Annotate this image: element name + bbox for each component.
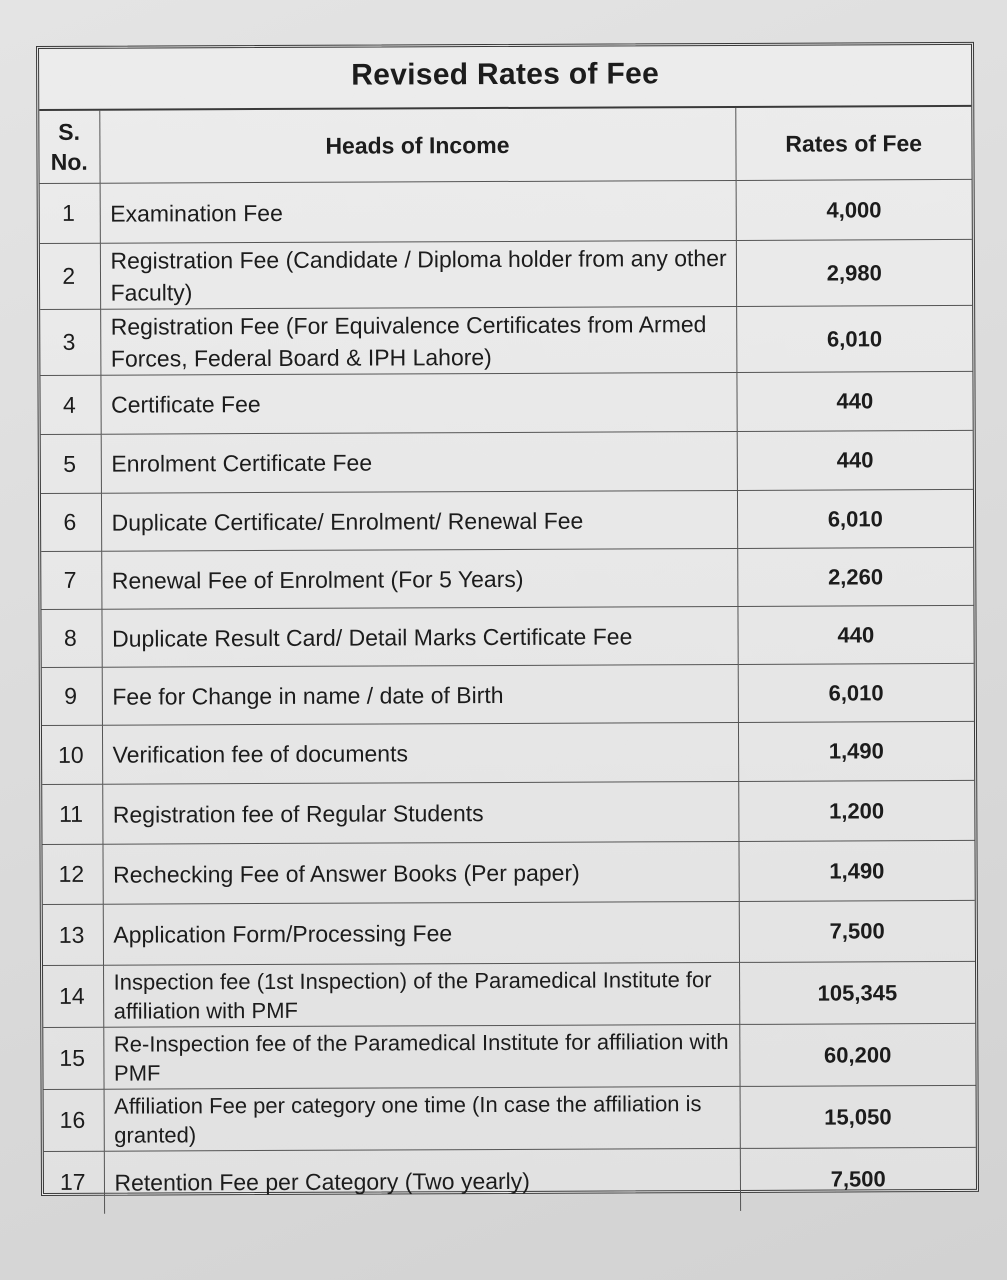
table-row <box>42 780 974 844</box>
sno-header-line1: S. <box>58 118 81 145</box>
table-row <box>44 1085 976 1151</box>
head-cell: Registration fee of Regular Students <box>102 781 738 844</box>
rate-cell: 7,500 <box>740 1147 976 1210</box>
sno-cell: 7 <box>41 551 101 609</box>
table-row <box>41 430 973 493</box>
sno-cell: 12 <box>42 844 102 904</box>
rate-cell: 1,200 <box>738 780 974 841</box>
sno-cell: 3 <box>40 309 100 375</box>
head-cell: Examination Fee <box>100 180 736 243</box>
table-row <box>43 900 975 965</box>
sno-cell: 5 <box>41 434 101 493</box>
table-row <box>44 1147 976 1213</box>
rate-cell: 440 <box>737 430 973 490</box>
table-row <box>42 840 974 904</box>
head-cell: Fee for Change in name / date of Birth <box>102 664 738 725</box>
head-cell: Rechecking Fee of Answer Books (Per paper) <box>102 841 738 904</box>
sno-cell: 15 <box>43 1027 103 1089</box>
head-cell: Certificate Fee <box>100 372 736 434</box>
head-cell: Enrolment Certificate Fee <box>101 431 737 493</box>
page-title: Revised Rates of Fee <box>351 57 660 92</box>
table-row <box>40 371 972 434</box>
head-cell: Retention Fee per Category (Two yearly) <box>104 1148 740 1213</box>
sno-cell: 14 <box>43 965 103 1027</box>
head-cell: Renewal Fee of Enrolment (For 5 Years) <box>101 548 737 609</box>
rate-cell: 60,200 <box>739 1023 975 1086</box>
table-row <box>41 489 973 551</box>
rate-cell: 1,490 <box>738 840 974 901</box>
head-cell: Verification fee of documents <box>102 722 738 784</box>
rate-cell: 4,000 <box>736 179 972 240</box>
rate-cell: 6,010 <box>736 305 972 372</box>
sno-cell: 8 <box>41 609 101 667</box>
sno-cell: 10 <box>42 725 102 784</box>
table-row <box>41 547 973 609</box>
fee-table <box>39 107 976 1214</box>
rate-cell: 440 <box>736 371 972 431</box>
sno-cell: 4 <box>40 375 100 434</box>
table-row <box>42 721 974 784</box>
head-cell: Inspection fee (1st Inspection) of the Paramedical Institute for affiliation with PMF <box>103 962 739 1027</box>
sno-cell: 2 <box>40 243 100 309</box>
head-cell: Affiliation Fee per category one time (In case the affiliation is granted) <box>104 1086 740 1151</box>
fee-sheet <box>36 42 979 1196</box>
table-row <box>42 663 974 725</box>
head-cell: Duplicate Certificate/ Enrolment/ Renewal Fee <box>101 490 737 551</box>
table-row <box>43 1023 975 1089</box>
table-row <box>43 961 975 1027</box>
rate-cell: 6,010 <box>737 489 973 548</box>
rate-cell: 2,260 <box>737 547 973 606</box>
table-row <box>40 179 972 243</box>
sno-header-line2: No. <box>50 148 88 175</box>
header-row <box>39 107 971 184</box>
column-header-rates-of-fee: Rates of Fee <box>735 107 971 181</box>
sno-cell: 11 <box>42 784 102 844</box>
rate-cell: 6,010 <box>738 663 974 722</box>
column-header-sno <box>39 111 99 184</box>
sno-cell: 16 <box>44 1089 104 1151</box>
sno-cell: 9 <box>42 667 102 725</box>
rate-cell: 15,050 <box>740 1085 976 1148</box>
head-cell: Duplicate Result Card/ Detail Marks Certificate Fee <box>101 606 737 667</box>
head-cell: Registration Fee (Candidate / Diploma holder from any other Faculty) <box>100 240 736 309</box>
rate-cell: 440 <box>737 605 973 664</box>
rate-cell: 7,500 <box>739 900 975 962</box>
title-row <box>39 45 971 111</box>
sno-cell: 17 <box>44 1151 104 1213</box>
sno-cell: 13 <box>43 904 103 965</box>
rate-cell: 1,490 <box>738 721 974 781</box>
sno-cell: 6 <box>41 493 101 551</box>
rate-cell: 105,345 <box>739 961 975 1024</box>
table-row <box>40 305 972 375</box>
head-cell: Application Form/Processing Fee <box>103 901 739 965</box>
head-cell: Re-Inspection fee of the Paramedical Institute for affiliation with PMF <box>103 1024 739 1089</box>
table-row <box>41 605 973 667</box>
sno-cell: 1 <box>40 183 100 243</box>
column-header-heads-of-income: Heads of Income <box>99 108 735 183</box>
head-cell: Registration Fee (For Equivalence Certificates from Armed Forces, Federal Board & IPH Lahore) <box>100 306 736 375</box>
table-row <box>40 239 972 309</box>
rate-cell: 2,980 <box>736 239 972 306</box>
